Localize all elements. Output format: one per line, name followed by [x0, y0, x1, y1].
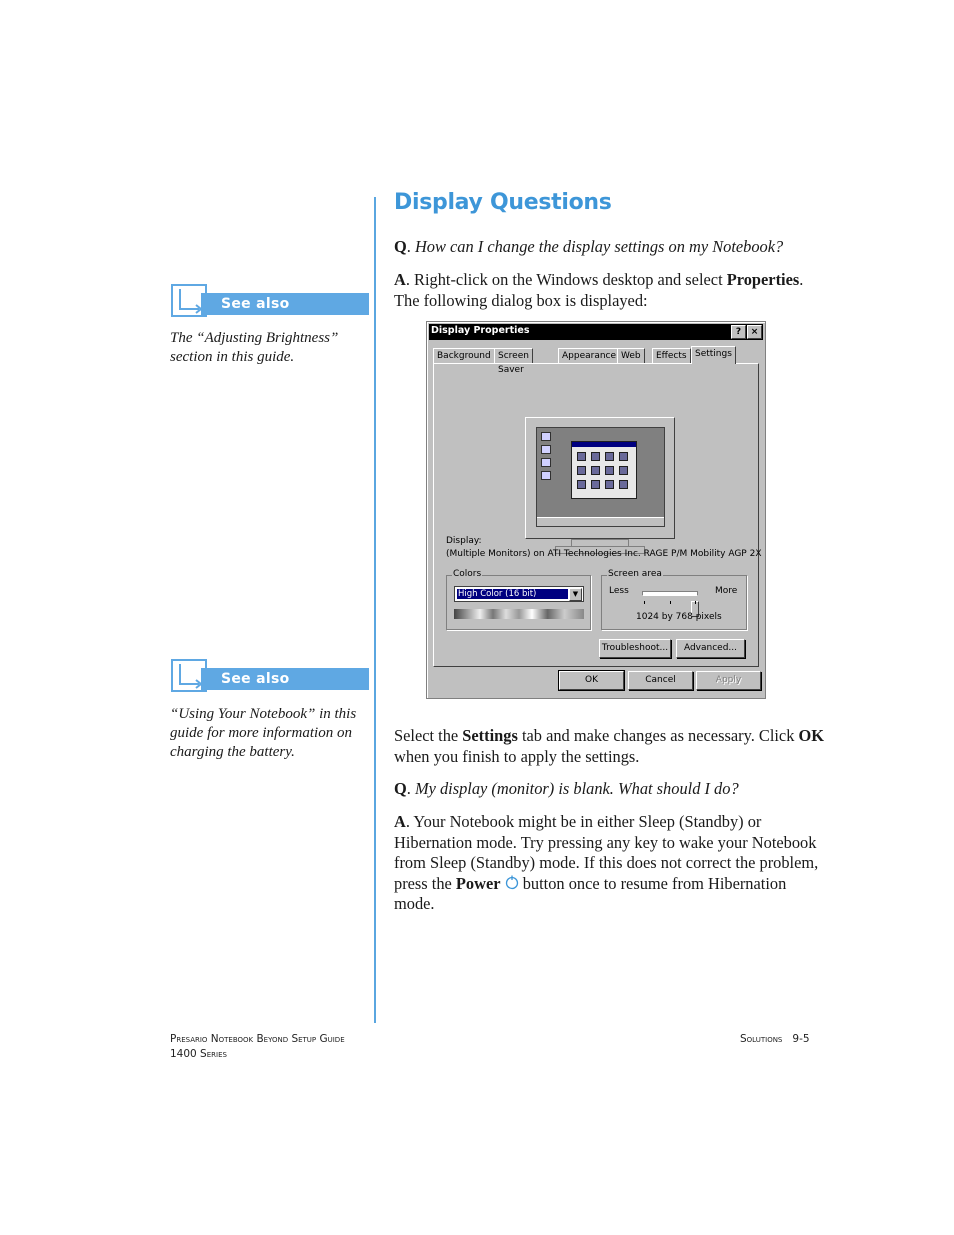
ok-button[interactable]: OK [559, 671, 624, 690]
help-button[interactable]: ? [731, 325, 746, 339]
dialog-titlebar [429, 324, 763, 340]
window-icon [619, 452, 628, 461]
dialog-title: Display Properties [431, 325, 530, 336]
window-icon [605, 480, 614, 489]
desktop-icon [541, 458, 551, 467]
power-icon [505, 875, 519, 890]
display-value: (Multiple Monitors) on ATI Technologies Inc. RAGE P/M Mobility AGP 2X [446, 549, 762, 559]
colors-selected-value: High Color (16 bit) [457, 589, 568, 599]
see-also-bar [201, 668, 369, 690]
window-icon [619, 466, 628, 475]
a-prefix: A [394, 812, 406, 831]
answer-bold: Power [455, 873, 501, 893]
footer-page-number: 9-5 [792, 1033, 810, 1045]
question-2: Q. My display (monitor) is blank. What should I do? [394, 779, 739, 798]
window-icon [605, 452, 614, 461]
answer-text: button once to resume from Hibernation mode. [394, 873, 787, 913]
preview-taskbar [537, 517, 664, 526]
answer-2 [394, 812, 829, 915]
body-text: Select the [394, 726, 463, 745]
tab-web[interactable]: Web [617, 348, 645, 363]
body-bold: OK [798, 726, 825, 745]
screen-area-group [601, 569, 747, 630]
see-also-note-1: The “Adjusting Brightness” section in this guide. [170, 330, 339, 365]
cancel-button[interactable]: Cancel [628, 671, 693, 690]
body-bold: Settings [462, 726, 518, 745]
see-also-label: See also [221, 296, 290, 312]
tab-screen-saver[interactable]: Screen Saver [494, 348, 533, 363]
desktop-icon [541, 471, 551, 480]
answer-text: . Your Notebook might be in either Sleep (Standby) or Hibernation mode. Try pressing any key to wake your Notebook from Sleep (Standby) mode. If this does not correct the problem, press the [394, 812, 819, 893]
tab-background[interactable]: Background [433, 348, 495, 363]
q-prefix: Q [394, 779, 407, 798]
screen-area-label: Screen area [608, 569, 662, 579]
answer-1 [394, 270, 829, 311]
answer-text: . The following dialog box is displayed: [394, 270, 804, 310]
window-icon [591, 466, 600, 475]
settings-instructions [394, 726, 829, 767]
window-icon [577, 480, 586, 489]
colors-dropdown[interactable] [454, 586, 584, 602]
screen-area-slider[interactable] [642, 591, 698, 596]
answer-bold: Properties [726, 270, 800, 289]
q-prefix: Q [394, 237, 407, 256]
troubleshoot-button[interactable]: Troubleshoot... [599, 639, 671, 658]
more-label: More [715, 586, 738, 596]
margin-rule [374, 197, 376, 1023]
see-also-note-2: “Using Your Notebook” in this guide for more information on charging the battery. [170, 706, 357, 760]
tab-settings[interactable]: Settings [691, 346, 736, 364]
question-text: My display (monitor) is blank. What should I do? [414, 779, 739, 798]
monitor-preview [525, 417, 675, 539]
window-icon [577, 452, 586, 461]
preview-window [571, 441, 637, 499]
display-label: Display: [446, 536, 482, 546]
see-also-box-1 [171, 284, 369, 318]
footer-series: 1400 Series [170, 1048, 227, 1060]
body-text: tab and make changes as necessary. Click [517, 726, 799, 745]
footer-section [740, 1033, 810, 1045]
window-icon [591, 480, 600, 489]
preview-window-titlebar [572, 442, 636, 447]
see-also-box-2 [171, 659, 369, 693]
window-icon [619, 480, 628, 489]
less-label: Less [609, 586, 629, 596]
color-spectrum-bar [454, 609, 584, 619]
colors-group [446, 569, 591, 630]
display-properties-dialog [426, 321, 766, 699]
window-icon [591, 452, 600, 461]
monitor-screen [536, 427, 665, 527]
apply-button[interactable]: Apply [696, 671, 761, 690]
footer-section-name: Solutions [740, 1033, 783, 1045]
see-also-bar [201, 293, 369, 315]
desktop-icon [541, 445, 551, 454]
close-button[interactable]: × [747, 325, 762, 339]
body-text: when you finish to apply the settings. [394, 746, 640, 766]
desktop-icon [541, 432, 551, 441]
tab-effects[interactable]: Effects [652, 348, 691, 363]
slider-tick [670, 601, 671, 604]
dropdown-arrow-icon[interactable]: ▼ [569, 588, 582, 601]
slider-tick [695, 601, 696, 604]
slider-tick [644, 601, 645, 604]
question-1: Q. How can I change the display settings on my Notebook? [394, 237, 784, 256]
advanced-button[interactable]: Advanced... [676, 639, 745, 658]
settings-panel [433, 363, 762, 667]
question-text: How can I change the display settings on my Notebook? [414, 237, 784, 256]
a-prefix: A [394, 270, 406, 289]
window-icon [577, 466, 586, 475]
tab-appearance[interactable]: Appearance [558, 348, 620, 363]
colors-label: Colors [453, 569, 482, 579]
resolution-value: 1024 by 768 pixels [636, 612, 722, 622]
page-title: Display Questions [394, 190, 612, 215]
answer-text: . Right-click on the Windows desktop and select [405, 270, 727, 289]
footer-guide-title: Presario Notebook Beyond Setup Guide [170, 1033, 345, 1045]
window-icon [605, 466, 614, 475]
see-also-label: See also [221, 671, 290, 687]
